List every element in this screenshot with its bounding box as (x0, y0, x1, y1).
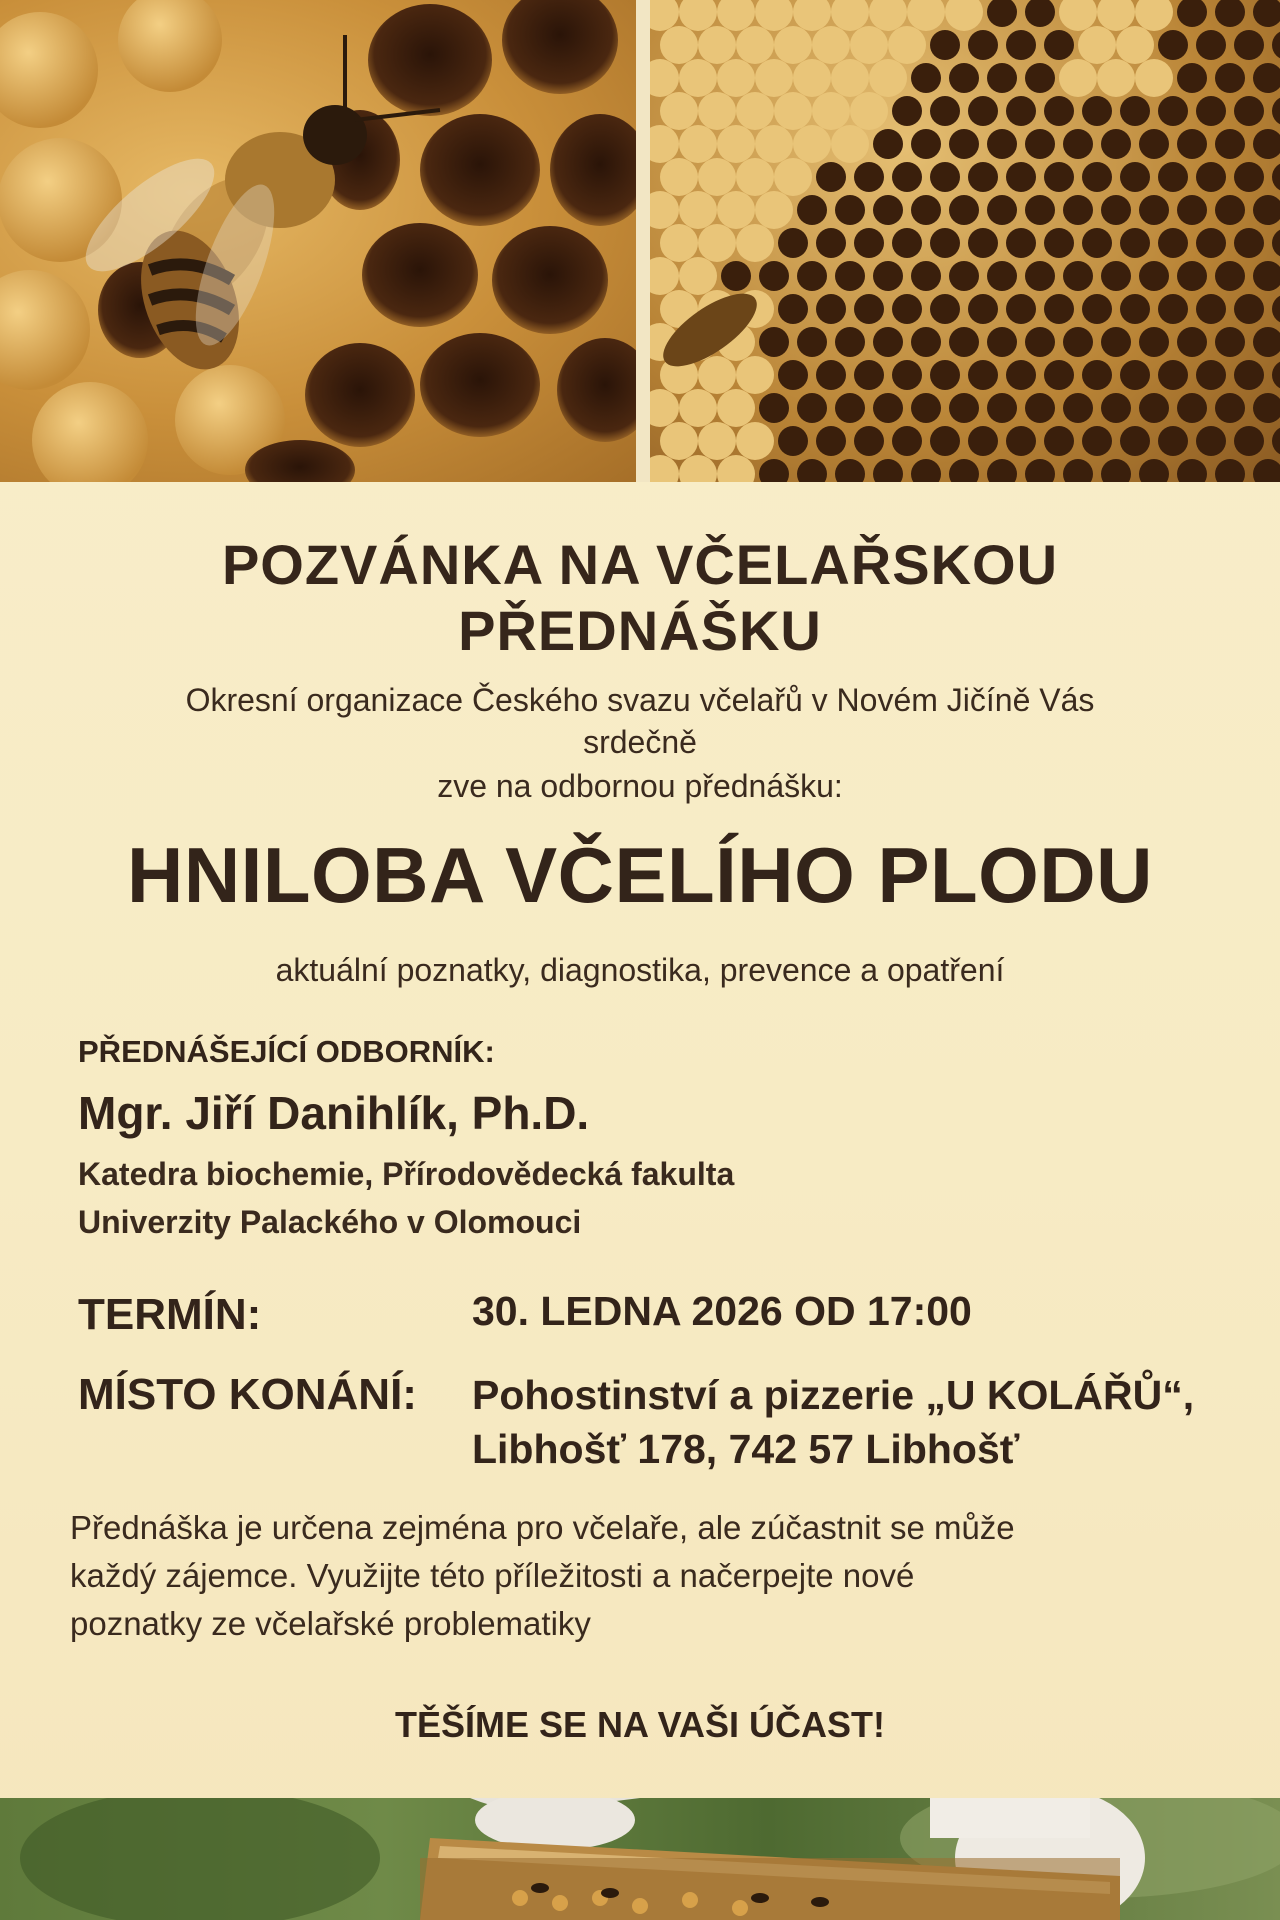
open-cell (873, 195, 903, 225)
capped-cell (650, 389, 679, 427)
open-cell (873, 459, 903, 482)
open-cell (1006, 426, 1036, 456)
capped-cell (698, 422, 736, 460)
open-cell (930, 228, 960, 258)
capped-cell (850, 26, 888, 64)
open-cell (1082, 96, 1112, 126)
open-cell (892, 96, 922, 126)
open-cell (949, 63, 979, 93)
open-cell (1120, 96, 1150, 126)
brood-comb-photo (650, 0, 1280, 482)
capped-cell (736, 26, 774, 64)
capped-cell (812, 26, 850, 64)
capped-cell (774, 158, 812, 196)
open-cell (835, 261, 865, 291)
capped-cell (698, 158, 736, 196)
open-cell (930, 294, 960, 324)
capped-cell (698, 92, 736, 130)
open-cell (1063, 261, 1093, 291)
note-line-1: Přednáška je určena zejména pro včelaře, ale zúčastnit se může (70, 1509, 1015, 1546)
open-cell (759, 393, 789, 423)
open-cell (1101, 393, 1131, 423)
open-cell (1253, 195, 1280, 225)
open-cell (911, 393, 941, 423)
open-cell (1196, 30, 1226, 60)
lecture-topic: HNILOBA VČELÍHO PLODU (127, 831, 1153, 919)
open-cell (1215, 393, 1245, 423)
open-cell (949, 459, 979, 482)
capped-cell (736, 224, 774, 262)
open-cell (1177, 63, 1207, 93)
capped-cell (660, 224, 698, 262)
open-cell (1044, 228, 1074, 258)
open-cell (1139, 195, 1169, 225)
open-cell (949, 129, 979, 159)
capped-cell (736, 422, 774, 460)
capped-cell (717, 389, 755, 427)
open-cell (1253, 393, 1280, 423)
open-cell (797, 261, 827, 291)
open-cell (759, 327, 789, 357)
open-cell (892, 426, 922, 456)
note-line-3: poznatky ze včelařské problematiky (70, 1605, 591, 1642)
open-cell (778, 426, 808, 456)
note-line-2: každý zájemce. Využijte této příležitosti a načerpejte nové (70, 1557, 915, 1594)
capped-cell (774, 92, 812, 130)
capped-cell (888, 26, 926, 64)
open-cell (873, 261, 903, 291)
open-cell (987, 63, 1017, 93)
speaker-department-line-2: Univerzity Palackého v Olomouci (78, 1204, 582, 1240)
capped-cell (1059, 59, 1097, 97)
open-cell (892, 360, 922, 390)
open-cell (1253, 63, 1280, 93)
open-cell (968, 360, 998, 390)
open-cell (1063, 459, 1093, 482)
open-cell (1025, 195, 1055, 225)
open-cell (1139, 327, 1169, 357)
open-cell (1215, 459, 1245, 482)
capped-cell (717, 59, 755, 97)
open-cell (1272, 228, 1280, 258)
open-cell (1234, 294, 1264, 324)
open-cell (1139, 393, 1169, 423)
open-cell (930, 96, 960, 126)
open-cell (816, 162, 846, 192)
open-cell (911, 459, 941, 482)
capped-cell (717, 125, 755, 163)
open-cell (1101, 459, 1131, 482)
capped-cell (650, 257, 679, 295)
open-cell (1006, 360, 1036, 390)
poster-content (0, 482, 1280, 1798)
capped-cell (679, 59, 717, 97)
open-cell (1158, 294, 1188, 324)
open-cell (1120, 162, 1150, 192)
brood-comb-illustration (650, 0, 1280, 482)
open-cell (987, 0, 1017, 27)
capped-cell (736, 158, 774, 196)
open-cell (1101, 195, 1131, 225)
capped-cell (1097, 0, 1135, 31)
open-cell (1158, 360, 1188, 390)
open-cell (1234, 96, 1264, 126)
open-cell (1082, 228, 1112, 258)
open-cell (1044, 30, 1074, 60)
capped-cell (793, 0, 831, 31)
date-value: 30. LEDNA 2026 OD 17:00 (472, 1288, 972, 1334)
capped-cell (812, 92, 850, 130)
capped-cell (660, 26, 698, 64)
lecture-subtitle: aktuální poznatky, diagnostika, prevence a opatření (275, 952, 1005, 988)
capped-cell (1078, 26, 1116, 64)
open-cell (1082, 360, 1112, 390)
open-cell (1044, 96, 1074, 126)
capped-cell (736, 92, 774, 130)
open-cell (1044, 360, 1074, 390)
speaker-label: PŘEDNÁŠEJÍCÍ ODBORNÍK: (78, 1034, 495, 1069)
open-cell (987, 393, 1017, 423)
open-cell (1025, 63, 1055, 93)
open-cell (1196, 162, 1226, 192)
capped-cell (660, 158, 698, 196)
open-cell (1120, 426, 1150, 456)
capped-cell (755, 59, 793, 97)
open-cell (930, 426, 960, 456)
open-cell (1101, 327, 1131, 357)
date-label: TERMÍN: (78, 1290, 262, 1339)
open-cell (949, 195, 979, 225)
open-cell (1101, 261, 1131, 291)
open-cell (1044, 294, 1074, 324)
open-cell (854, 294, 884, 324)
open-cell (949, 393, 979, 423)
speaker-department-line-1: Katedra biochemie, Přírodovědecká fakulta (78, 1156, 735, 1192)
open-cell (968, 162, 998, 192)
open-cell (987, 129, 1017, 159)
open-cell (759, 261, 789, 291)
capped-cell (869, 59, 907, 97)
capped-cell (698, 224, 736, 262)
open-cell (911, 129, 941, 159)
open-cell (778, 228, 808, 258)
open-cell (892, 228, 922, 258)
intro-line-3: zve na odbornou přednášku: (437, 768, 843, 804)
open-cell (778, 294, 808, 324)
capped-cell (1135, 59, 1173, 97)
open-cell (987, 327, 1017, 357)
open-cell (1177, 129, 1207, 159)
venue-label: MÍSTO KONÁNÍ: (78, 1370, 417, 1419)
open-cell (1120, 294, 1150, 324)
honeycomb-illustration (0, 0, 636, 482)
open-cell (1234, 30, 1264, 60)
open-cell (1272, 426, 1280, 456)
open-cell (1215, 195, 1245, 225)
capped-cell (1097, 59, 1135, 97)
open-cell (968, 96, 998, 126)
open-cell (1253, 261, 1280, 291)
capped-cell (650, 0, 679, 31)
open-cell (1215, 129, 1245, 159)
open-cell (854, 162, 884, 192)
open-cell (1158, 162, 1188, 192)
open-cell (1253, 459, 1280, 482)
open-cell (1063, 195, 1093, 225)
photo-divider (636, 0, 650, 482)
venue-line-2: Libhošť 178, 742 57 Libhošť (472, 1426, 1020, 1472)
open-cell (1177, 0, 1207, 27)
capped-cell (717, 191, 755, 229)
open-cell (911, 63, 941, 93)
open-cell (1139, 261, 1169, 291)
open-cell (1063, 393, 1093, 423)
open-cell (1006, 30, 1036, 60)
capped-cell (831, 125, 869, 163)
open-cell (816, 360, 846, 390)
capped-cell (755, 191, 793, 229)
open-cell (1158, 96, 1188, 126)
beekeeper-illustration (0, 1798, 1280, 1920)
open-cell (835, 195, 865, 225)
open-cell (930, 360, 960, 390)
open-cell (968, 294, 998, 324)
capped-cell (717, 0, 755, 31)
open-cell (1253, 129, 1280, 159)
open-cell (797, 195, 827, 225)
open-cell (1063, 129, 1093, 159)
open-cell (1120, 228, 1150, 258)
capped-cell (831, 59, 869, 97)
open-cell (1177, 393, 1207, 423)
open-cell (1215, 63, 1245, 93)
bee-on-honeycomb-photo (0, 0, 636, 482)
open-cell (1272, 294, 1280, 324)
open-cell (930, 30, 960, 60)
open-cell (778, 360, 808, 390)
open-cell (1177, 327, 1207, 357)
capped-cell (793, 59, 831, 97)
open-cell (1025, 129, 1055, 159)
capped-cell (869, 0, 907, 31)
open-cell (949, 327, 979, 357)
capped-cell (679, 257, 717, 295)
open-cell (930, 162, 960, 192)
open-cell (1234, 228, 1264, 258)
beekeeper-holding-frame-photo (0, 1798, 1280, 1920)
open-cell (1082, 294, 1112, 324)
poster-title-line-1: POZVÁNKA NA VČELAŘSKOU (221, 533, 1059, 596)
open-cell (1025, 261, 1055, 291)
intro-line-2: srdečně (583, 724, 697, 760)
open-cell (816, 426, 846, 456)
open-cell (1158, 228, 1188, 258)
capped-cell (793, 125, 831, 163)
open-cell (1234, 426, 1264, 456)
capped-cell (755, 0, 793, 31)
capped-cell (650, 125, 679, 163)
top-photo-strip (0, 0, 1280, 482)
open-cell (1120, 360, 1150, 390)
open-cell (816, 294, 846, 324)
open-cell (1006, 162, 1036, 192)
open-cell (949, 261, 979, 291)
open-cell (1196, 360, 1226, 390)
open-cell (987, 261, 1017, 291)
open-cell (1006, 96, 1036, 126)
capped-cell (1135, 0, 1173, 31)
open-cell (1139, 129, 1169, 159)
open-cell (797, 459, 827, 482)
open-cell (816, 228, 846, 258)
open-cell (1272, 162, 1280, 192)
capped-cell (698, 26, 736, 64)
intro-line-1: Okresní organizace Českého svazu včelařů v Novém Jičíně Vás (185, 682, 1095, 718)
closing-line: TĚŠÍME SE NA VAŠI ÚČAST! (394, 1704, 886, 1745)
open-cell (1196, 294, 1226, 324)
capped-cell (1059, 0, 1097, 31)
capped-cell (907, 0, 945, 31)
open-cell (797, 327, 827, 357)
open-cell (797, 393, 827, 423)
open-cell (911, 195, 941, 225)
capped-cell (660, 422, 698, 460)
open-cell (1044, 426, 1074, 456)
open-cell (968, 228, 998, 258)
speaker-name: Mgr. Jiří Danihlík, Ph.D. (78, 1087, 590, 1139)
poster-title-line-2: PŘEDNÁŠKU (458, 599, 822, 662)
open-cell (1196, 96, 1226, 126)
capped-cell (650, 59, 679, 97)
open-cell (1272, 30, 1280, 60)
open-cell (1025, 459, 1055, 482)
open-cell (1025, 0, 1055, 27)
capped-cell (945, 0, 983, 31)
open-cell (987, 195, 1017, 225)
open-cell (968, 426, 998, 456)
open-cell (854, 426, 884, 456)
open-cell (854, 228, 884, 258)
open-cell (721, 261, 751, 291)
open-cell (1272, 96, 1280, 126)
capped-cell (774, 26, 812, 64)
open-cell (911, 261, 941, 291)
capped-cell (736, 356, 774, 394)
capped-cell (660, 92, 698, 130)
capped-cell (850, 92, 888, 130)
capped-cell (698, 356, 736, 394)
open-cell (1177, 195, 1207, 225)
open-cell (1139, 459, 1169, 482)
open-cell (854, 360, 884, 390)
open-cell (1253, 327, 1280, 357)
open-cell (1082, 162, 1112, 192)
open-cell (911, 327, 941, 357)
capped-cell (679, 0, 717, 31)
open-cell (892, 294, 922, 324)
open-cell (759, 459, 789, 482)
open-cell (1234, 162, 1264, 192)
open-cell (1177, 261, 1207, 291)
open-cell (1215, 261, 1245, 291)
open-cell (1158, 426, 1188, 456)
open-cell (873, 327, 903, 357)
capped-cell (679, 389, 717, 427)
open-cell (1177, 459, 1207, 482)
venue-line-1: Pohostinství a pizzerie „U KOLÁŘŮ“, (472, 1372, 1195, 1418)
capped-cell (650, 191, 679, 229)
open-cell (1196, 228, 1226, 258)
open-cell (892, 162, 922, 192)
open-cell (1196, 426, 1226, 456)
capped-cell (679, 125, 717, 163)
capped-cell (1116, 26, 1154, 64)
open-cell (1215, 0, 1245, 27)
open-cell (873, 393, 903, 423)
open-cell (1006, 228, 1036, 258)
open-cell (1025, 327, 1055, 357)
open-cell (1044, 162, 1074, 192)
open-cell (835, 393, 865, 423)
open-cell (873, 129, 903, 159)
open-cell (835, 327, 865, 357)
open-cell (835, 459, 865, 482)
capped-cell (831, 0, 869, 31)
capped-cell (755, 125, 793, 163)
open-cell (1101, 129, 1131, 159)
open-cell (1063, 327, 1093, 357)
open-cell (1234, 360, 1264, 390)
open-cell (1006, 294, 1036, 324)
open-cell (1253, 0, 1280, 27)
open-cell (1272, 360, 1280, 390)
open-cell (1158, 30, 1188, 60)
open-cell (968, 30, 998, 60)
capped-cell (679, 191, 717, 229)
open-cell (987, 459, 1017, 482)
open-cell (1082, 426, 1112, 456)
open-cell (1215, 327, 1245, 357)
open-cell (1025, 393, 1055, 423)
